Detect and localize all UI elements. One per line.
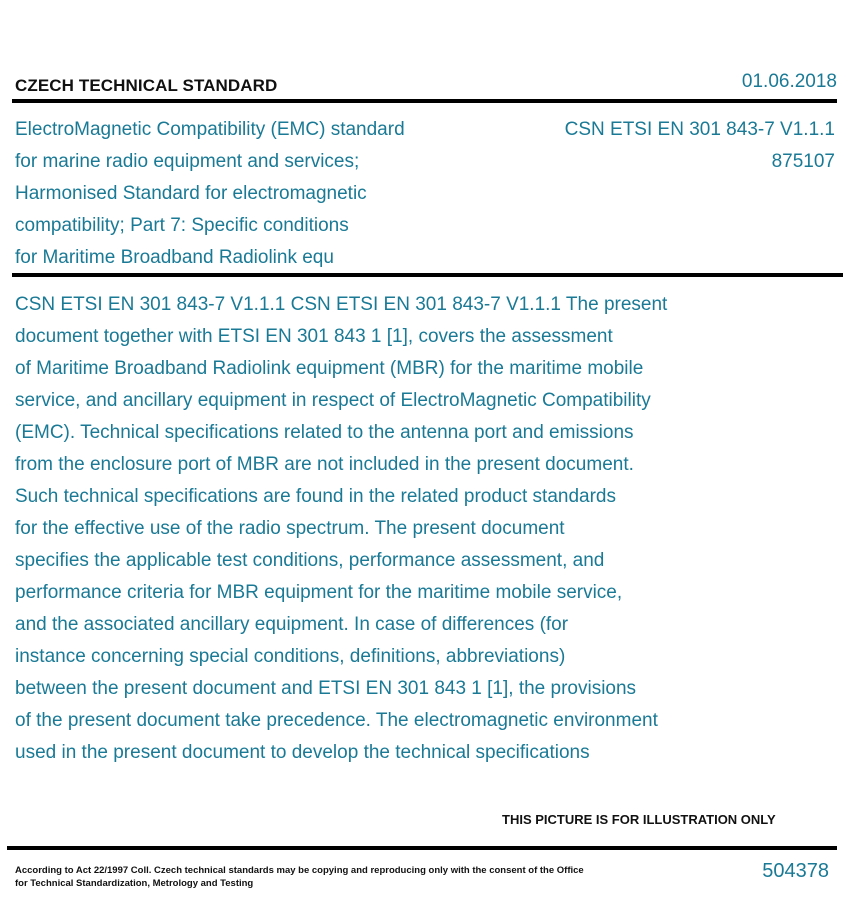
abstract-line: from the enclosure port of MBR are not included in the present document. bbox=[15, 454, 634, 475]
abstract-line: CSN ETSI EN 301 843-7 V1.1.1 CSN ETSI EN 301 843-7 V1.1.1 The present bbox=[15, 294, 668, 315]
footer-divider bbox=[7, 846, 837, 850]
abstract-line: of the present document take precedence. The electromagnetic environment bbox=[15, 710, 658, 731]
abstract-line: performance criteria for MBR equipment for the maritime mobile service, bbox=[15, 582, 623, 603]
document-number: 504378 bbox=[762, 860, 829, 882]
illustration-disclaimer: THIS PICTURE IS FOR ILLUSTRATION ONLY bbox=[502, 812, 776, 827]
publication-date: 01.06.2018 bbox=[741, 71, 837, 92]
abstract-line: between the present document and ETSI EN 301 843 1 [1], the provisions bbox=[15, 678, 637, 699]
copyright-line: for Technical Standardization, Metrology and Testing bbox=[15, 878, 254, 889]
title-line: for marine radio equipment and services; bbox=[15, 151, 360, 172]
abstract-line: (EMC). Technical specifications related to the antenna port and emissions bbox=[15, 422, 634, 443]
abstract-line: for the effective use of the radio spectrum. The present document bbox=[15, 518, 565, 539]
standard-code: CSN ETSI EN 301 843-7 V1.1.1 bbox=[564, 119, 835, 140]
header-divider bbox=[12, 99, 837, 103]
abstract-text bbox=[15, 289, 835, 769]
abstract-line: of Maritime Broadband Radiolink equipment (MBR) for the maritime mobile bbox=[15, 358, 644, 379]
copyright-line: According to Act 22/1997 Coll. Czech technical standards may be copying and reproducing only with the consent of the Office bbox=[15, 865, 584, 876]
catalog-number: 875107 bbox=[771, 151, 835, 172]
abstract-line: specifies the applicable test conditions, performance assessment, and bbox=[15, 550, 605, 571]
abstract-line: document together with ETSI EN 301 843 1 [1], covers the assessment bbox=[15, 326, 613, 347]
abstract-line: and the associated ancillary equipment. In case of differences (for bbox=[15, 614, 569, 635]
title-divider bbox=[12, 273, 843, 277]
document-type-label: CZECH TECHNICAL STANDARD bbox=[15, 76, 278, 95]
title-line: compatibility; Part 7: Specific conditions bbox=[15, 215, 349, 236]
abstract-line: used in the present document to develop the technical specifications bbox=[15, 742, 590, 763]
abstract-line: service, and ancillary equipment in respect of ElectroMagnetic Compatibility bbox=[15, 390, 651, 411]
copyright-notice bbox=[15, 864, 615, 890]
standard-title bbox=[15, 114, 485, 274]
title-line: ElectroMagnetic Compatibility (EMC) standard bbox=[15, 119, 405, 140]
title-line: Harmonised Standard for electromagnetic bbox=[15, 183, 367, 204]
abstract-line: instance concerning special conditions, definitions, abbreviations) bbox=[15, 646, 566, 667]
standard-identifier bbox=[565, 114, 835, 178]
abstract-line: Such technical specifications are found in the related product standards bbox=[15, 486, 616, 507]
title-line: for Maritime Broadband Radiolink equ bbox=[15, 247, 334, 268]
